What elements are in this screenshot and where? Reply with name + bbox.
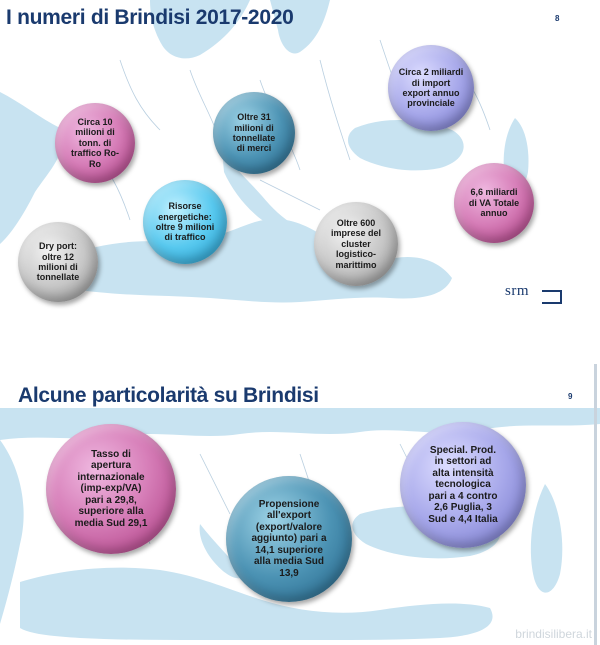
bubble-line: Circa 10 [77, 117, 113, 128]
bubble-line: in settori ad [434, 456, 492, 468]
bubble-line: milioni di [234, 122, 274, 133]
bubble-energy-resources [143, 180, 227, 264]
bubble-line: Tasso di [91, 448, 131, 460]
bubble-line: pari a 29,8, [85, 494, 137, 506]
bubble-line: Sud e 4,4 Italia [428, 513, 498, 525]
bubble-tech-specialization [400, 422, 526, 548]
bubble-line: imprese del [330, 228, 382, 239]
bubble-line: marittimo [335, 259, 377, 270]
bubble-line: oltre 9 milioni [155, 222, 215, 232]
bubble-line: Ro [89, 158, 101, 169]
slide-edge-rule [594, 364, 597, 645]
bubble-line: apertura [90, 460, 131, 472]
bubble-line: annuo [480, 208, 508, 219]
bubble-line: alta intensità [432, 467, 494, 479]
bubble-line: (export/valore [255, 521, 323, 533]
bubble-line: Oltre 600 [336, 218, 376, 229]
bubble-line: di VA Totale [468, 197, 520, 208]
bubble-line: aggiunto) pari a [251, 533, 327, 545]
bubble-line: di merci [236, 143, 272, 154]
bubble-line: provinciale [407, 98, 455, 109]
page-number: 8 [555, 14, 560, 23]
bubble-line: Propensione [258, 498, 320, 510]
bubble-dry-port [18, 222, 98, 302]
bubble-line: di import [411, 77, 451, 88]
bubble-import-export [388, 45, 474, 131]
bubble-line: Oltre 31 [237, 112, 271, 123]
bubble-line: all'export [266, 510, 312, 522]
bubble-line: (imp-exp/VA) [80, 483, 142, 495]
srm-logo-mark [542, 290, 562, 304]
bubble-line: logistico- [336, 249, 376, 260]
bubble-line: internazionale [77, 471, 145, 483]
bubble-line: traffico Ro- [71, 148, 119, 159]
bubble-line: milioni di [75, 127, 115, 138]
bubble-line: cluster [341, 238, 371, 249]
page-title: Alcune particolarità su Brindisi [18, 384, 319, 407]
bubble-ro-ro-traffic [55, 103, 135, 183]
bubble-line: 14,1 superiore [255, 544, 323, 556]
bubble-line: media Sud 29,1 [74, 517, 148, 529]
bubble-line: energetiche: [158, 211, 212, 222]
bubble-line: Risorse [168, 201, 202, 212]
srm-logo: srm [505, 283, 529, 299]
bubble-line: 6,6 miliardi [470, 187, 518, 198]
bubble-line: oltre 12 [41, 251, 74, 262]
bubble-line: milioni di [38, 262, 78, 272]
bubble-line: tonnellate [232, 133, 276, 143]
bubble-line: Special. Prod. [429, 444, 497, 456]
bubble-line: tecnologica [435, 479, 491, 491]
slide-numbers [0, 0, 600, 322]
bubble-line: Circa 2 miliardi [398, 67, 464, 78]
page-number: 9 [568, 392, 573, 401]
slide-particularities [0, 364, 600, 645]
bubble-line: tonn. di [78, 137, 112, 148]
bubble-value-added [454, 163, 534, 243]
bubble-line: tonnellate [36, 272, 80, 283]
bubble-line: di traffico [164, 232, 206, 243]
bubble-line: pari a 4 contro [428, 490, 498, 502]
bubble-line: superiore alla [78, 506, 144, 518]
bubble-line: 2,6 Puglia, 3 [434, 502, 492, 514]
bubble-export-propensity [226, 476, 352, 602]
bubble-line: export annuo [402, 88, 460, 98]
bubble-logistics-cluster [314, 202, 398, 286]
bubble-line: alla media Sud [253, 556, 325, 568]
page-title: I numeri di Brindisi 2017-2020 [6, 6, 294, 29]
bubble-openness-rate [46, 424, 176, 554]
watermark: brindisilibera.it [515, 627, 592, 641]
bubble-goods-tonnage [213, 92, 295, 174]
bubble-line: Dry port: [38, 241, 77, 252]
bubble-line: 13,9 [279, 567, 299, 579]
